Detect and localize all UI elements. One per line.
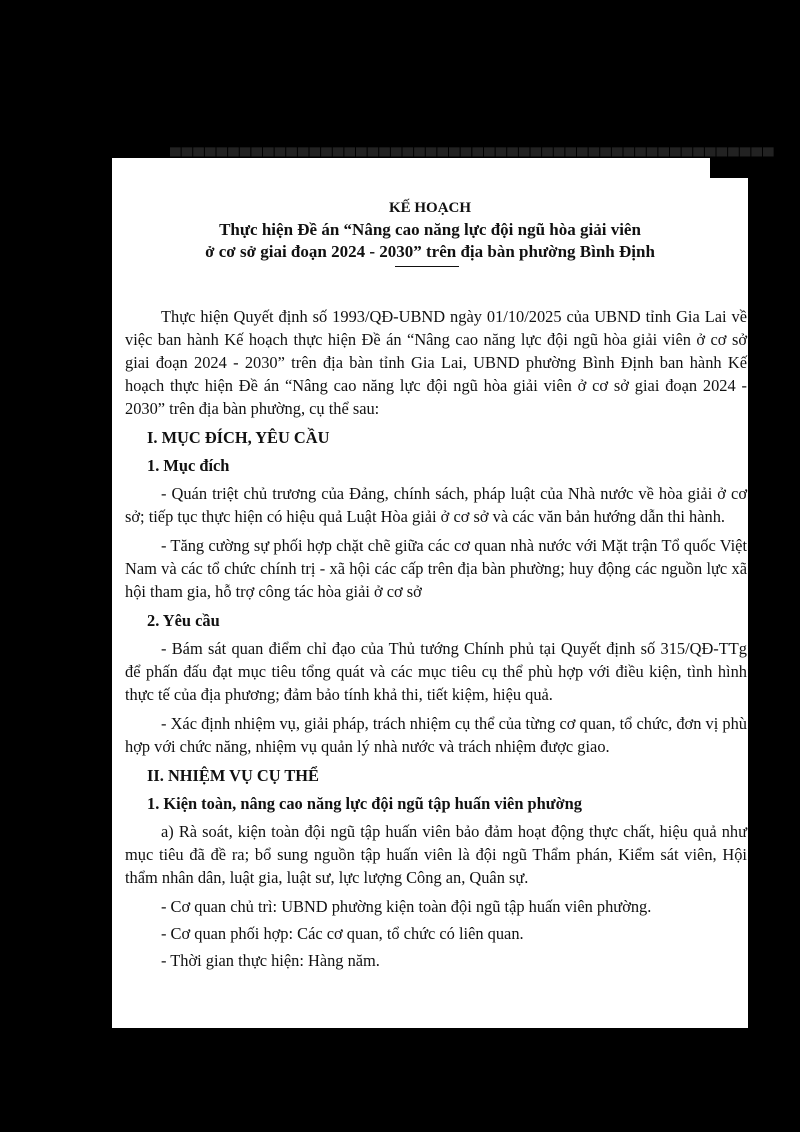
section2-sub1-item: a) Rà soát, kiện toàn đội ngũ tập huấn viên bảo đảm hoạt động thực chất, hiệu quả như mục tiêu đã đề ra; bổ sung nguồn tập huấn viên là đội ngũ Thẩm phán, Kiểm sát viên, Hội thẩm nhân dân, luật gia, luật sư, lực lượng Công an, Quân sự. bbox=[125, 822, 747, 887]
section1-heading: I. MỤC ĐÍCH, YÊU CẦU bbox=[147, 428, 330, 447]
section2-heading: II. NHIỆM VỤ CỤ THỂ bbox=[147, 766, 319, 785]
document-body bbox=[125, 305, 747, 976]
section1-sub2-heading: 2. Yêu cầu bbox=[147, 611, 220, 630]
cropped-header-strip bbox=[112, 149, 775, 178]
section1-sub1-item: - Tăng cường sự phối hợp chặt chẽ giữa các cơ quan nhà nước với Mặt trận Tổ quốc Việt Nam và các tổ chức chính trị - xã hội các cấp trên địa bàn phường; huy động các nguồn lực xã hội tham gia, hỗ trợ công tác hòa giải ở cơ sở bbox=[125, 536, 747, 601]
section1-sub2-item: - Xác định nhiệm vụ, giải pháp, trách nhiệm cụ thể của từng cơ quan, tổ chức, đơn vị phù hợp với chức năng, nhiệm vụ quản lý nhà nước và trách nhiệm được giao. bbox=[125, 714, 747, 756]
section1-sub1-heading: 1. Mục đích bbox=[147, 456, 230, 475]
plan-label: KẾ HOẠCH bbox=[388, 200, 472, 216]
section2-sub1-item: - Thời gian thực hiện: Hàng năm. bbox=[161, 951, 380, 970]
cropped-header-residue: ▀▀▀▀▀▀▀▀▀▀▀▀▀▀▀▀▀▀▀▀▀▀▀▀▀▀▀▀▀▀▀▀▀▀▀▀▀▀▀▀▀▀▀▀▀▀▀▀▀▀▀▀ bbox=[170, 149, 775, 165]
section1-sub2-item: - Bám sát quan điểm chỉ đạo của Thủ tướng Chính phủ tại Quyết định số 315/QĐ-TTg để phấn đấu đạt mục tiêu tổng quát và các mục tiêu cụ thể phù hợp với điều kiện, tình hình thực tế của địa phương; đảm bảo tính khả thi, tiết kiệm, hiệu quả. bbox=[125, 639, 747, 704]
section2-sub1-item: - Cơ quan chủ trì: UBND phường kiện toàn đội ngũ tập huấn viên phường. bbox=[161, 897, 652, 916]
section1-sub1-item: - Quán triệt chủ trương của Đảng, chính sách, pháp luật của Nhà nước về hòa giải ở cơ sở; tiếp tục thực hiện có hiệu quả Luật Hòa giải ở cơ sở và các văn bản hướng dẫn thi hành. bbox=[125, 484, 747, 526]
plan-title-line1: Thực hiện Đề án “Nâng cao năng lực đội ngũ hòa giải viên bbox=[219, 220, 641, 239]
document-page bbox=[112, 178, 748, 1028]
intro-paragraph: Thực hiện Quyết định số 1993/QĐ-UBND ngày 01/10/2025 của UBND tỉnh Gia Lai về việc ban hành Kế hoạch thực hiện Đề án “Nâng cao năng lực đội ngũ hòa giải viên ở cơ sở giai đoạn 2024 - 2030” trên địa bàn tỉnh Gia Lai, UBND phường Bình Định ban hành Kế hoạch thực hiện Đề án “Nâng cao năng lực đội ngũ hòa giải viên ở cơ sở giai đoạn 2024 - 2030” trên địa bàn phường, cụ thể sau: bbox=[125, 307, 747, 418]
title-underline bbox=[395, 266, 459, 267]
section2-sub1-item: - Cơ quan phối hợp: Các cơ quan, tổ chức có liên quan. bbox=[161, 924, 524, 943]
section2-sub1-heading: 1. Kiện toàn, nâng cao năng lực đội ngũ tập huấn viên phường bbox=[147, 794, 582, 813]
plan-title-line2: ở cơ sở giai đoạn 2024 - 2030” trên địa bàn phường Bình Định bbox=[205, 242, 655, 261]
